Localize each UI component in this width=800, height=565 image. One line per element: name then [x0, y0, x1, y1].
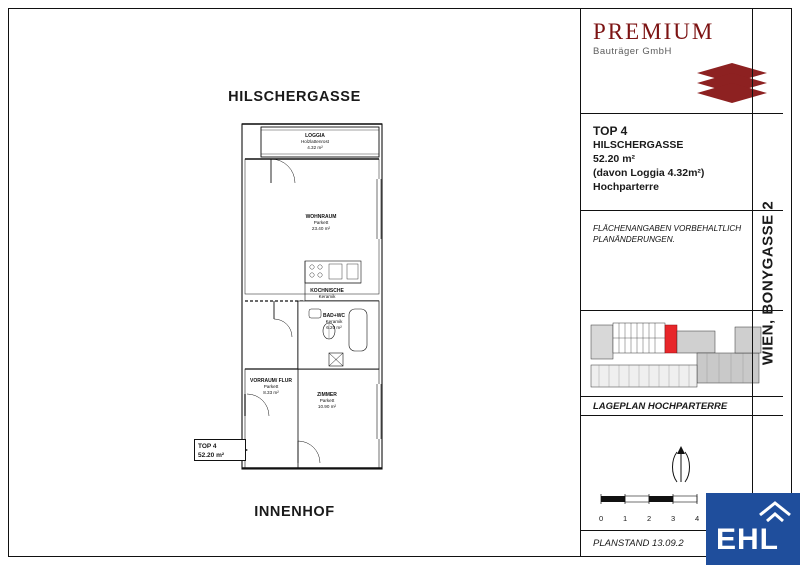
unit-tag-top: TOP 4 — [198, 443, 217, 450]
room-finish: Keramik — [318, 294, 336, 299]
brand-name: PREMIUM — [593, 19, 715, 44]
scale-tick-2: 2 — [647, 514, 652, 523]
ehl-logo — [706, 493, 800, 565]
room-finish: Parkett — [319, 398, 335, 403]
room-area: 6.20 m² — [326, 325, 342, 330]
room-area: 8.33 m² — [263, 390, 279, 395]
scale-tick-4: 4 — [695, 514, 700, 523]
unit-tag-area: 52.20 m² — [198, 452, 225, 459]
planstand-text: PLANSTAND 13.09.2 — [593, 538, 684, 549]
room-area: 10.90 m² — [317, 404, 337, 409]
unit-floor: Hochparterre — [593, 181, 659, 193]
unit-loggia-note: (davon Loggia 4.32m²) — [593, 167, 705, 179]
unit-area: 52.20 m² — [593, 153, 636, 165]
room-finish: Parkett — [313, 220, 329, 225]
street-title-top: HILSCHERGASSE — [228, 89, 361, 105]
room-name: KOCHNISCHE — [310, 288, 344, 294]
room-finish: Keramik — [325, 319, 343, 324]
ehl-wordmark: EHL — [716, 523, 779, 556]
unit-top-number: TOP 4 — [593, 124, 628, 138]
room-name: BAD+WC — [322, 313, 346, 319]
room-finish: Holzlattenrost — [300, 139, 330, 144]
room-label-zimmer — [299, 392, 355, 410]
room-label-vorraum — [244, 378, 298, 396]
room-area: 23.40 m² — [311, 226, 331, 231]
scale-tick-1: 1 — [623, 514, 628, 523]
scale-tick-3: 3 — [671, 514, 676, 523]
scale-tick-0: 0 — [599, 514, 604, 523]
apartment-floorplan-svg — [9, 9, 580, 556]
plan-drawing-area — [9, 9, 580, 556]
room-name: WOHNRAUM — [305, 214, 337, 220]
brand-subtitle: Bauträger GmbH — [593, 46, 672, 57]
room-finish: Parkett — [263, 384, 279, 389]
room-label-loggia — [285, 133, 345, 151]
room-area: 4.32 m² — [307, 145, 323, 150]
room-name: VORRAUM/ FLUR — [250, 378, 292, 384]
brand-logo — [593, 19, 714, 57]
room-label-kochnische — [297, 288, 357, 300]
disclaimer-line-1: FLÄCHENANGABEN VORBEHALTLICH — [593, 224, 742, 233]
room-name: ZIMMER — [317, 392, 337, 398]
site-plan-svg — [585, 313, 780, 395]
disclaimer-line-2: PLANÄNDERUNGEN. — [593, 235, 675, 244]
site-plan-label: LAGEPLAN HOCHPARTERRE — [581, 396, 783, 415]
address-strip-text: WIEN, BONYGASSE 2 — [759, 200, 777, 365]
room-label-wohnraum — [291, 214, 351, 232]
courtyard-title-bottom: INNENHOF — [254, 504, 335, 520]
unit-street: HILSCHERGASSE — [593, 139, 684, 151]
address-strip — [752, 9, 783, 556]
unit-tag-box — [194, 439, 246, 461]
room-label-bad-wc — [305, 313, 363, 331]
room-name: LOGGIA — [305, 133, 325, 139]
